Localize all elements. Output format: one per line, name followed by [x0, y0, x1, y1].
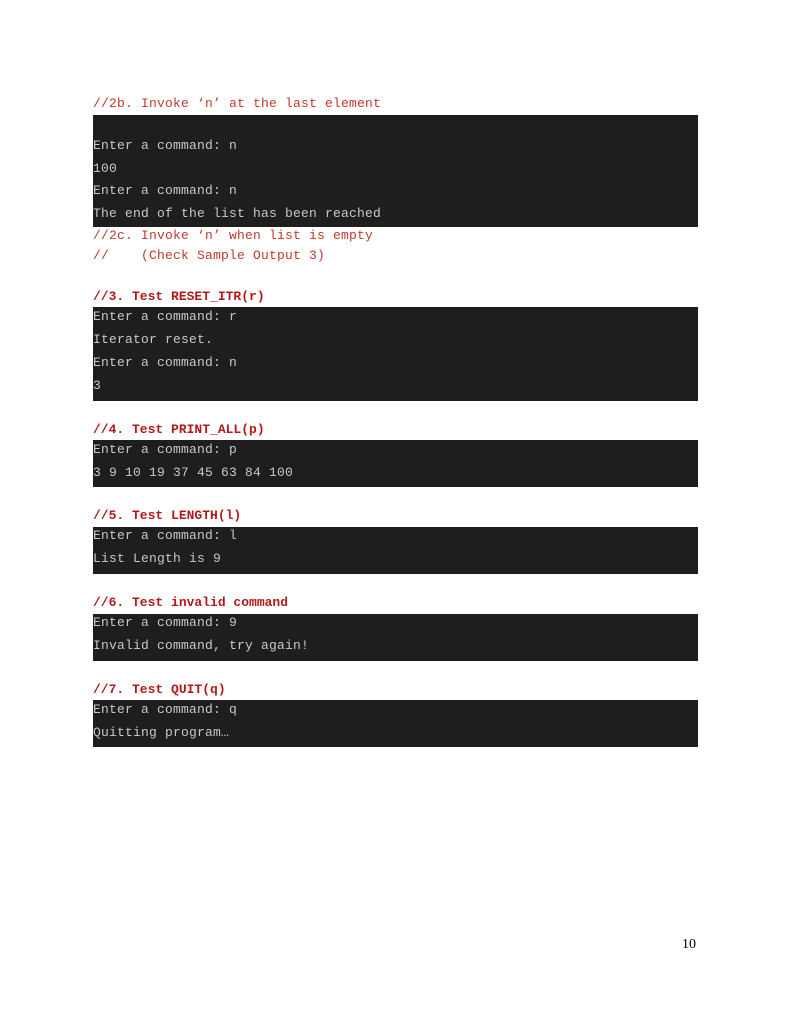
terminal-line: Quitting program… — [93, 725, 230, 740]
terminal-output-2b — [93, 115, 698, 227]
terminal-line: Iterator reset. — [93, 332, 214, 347]
terminal-line: Enter a command: q — [93, 702, 238, 717]
section-2b-comment: //2b. Invoke ‘n’ at the last element — [93, 96, 382, 111]
terminal-line: The end of the list has been reached — [93, 206, 382, 221]
terminal-line: Invalid command, try again! — [93, 638, 310, 653]
terminal-line: Enter a command: 9 — [93, 615, 238, 630]
terminal-line: 3 — [93, 378, 102, 393]
section-2c-comment: //2c. Invoke ‘n’ when list is empty — [93, 228, 374, 243]
terminal-output-6 — [93, 614, 698, 661]
terminal-line: Enter a command: l — [93, 528, 238, 543]
section-5-heading: //5. Test LENGTH(l) — [93, 508, 242, 523]
terminal-output-4 — [93, 440, 698, 487]
section-4-heading: //4. Test PRINT_ALL(p) — [93, 422, 265, 437]
terminal-output-3 — [93, 307, 698, 401]
terminal-line: 100 — [93, 161, 118, 176]
terminal-line: Enter a command: n — [93, 183, 238, 198]
section-3-heading: //3. Test RESET_ITR(r) — [93, 289, 265, 304]
section-2c-note: // (Check Sample Output 3) — [93, 248, 326, 263]
terminal-line: Enter a command: n — [93, 355, 238, 370]
terminal-line: Enter a command: n — [93, 138, 238, 153]
terminal-output-5 — [93, 527, 698, 574]
terminal-line: Enter a command: p — [93, 442, 238, 457]
section-6-heading: //6. Test invalid command — [93, 595, 289, 610]
terminal-line: 3 9 10 19 37 45 63 84 100 — [93, 465, 294, 480]
terminal-output-7 — [93, 700, 698, 747]
section-7-heading: //7. Test QUIT(q) — [93, 682, 226, 697]
page-number: 10 — [682, 937, 696, 952]
terminal-line: List Length is 9 — [93, 551, 222, 566]
terminal-line: Enter a command: r — [93, 309, 238, 324]
